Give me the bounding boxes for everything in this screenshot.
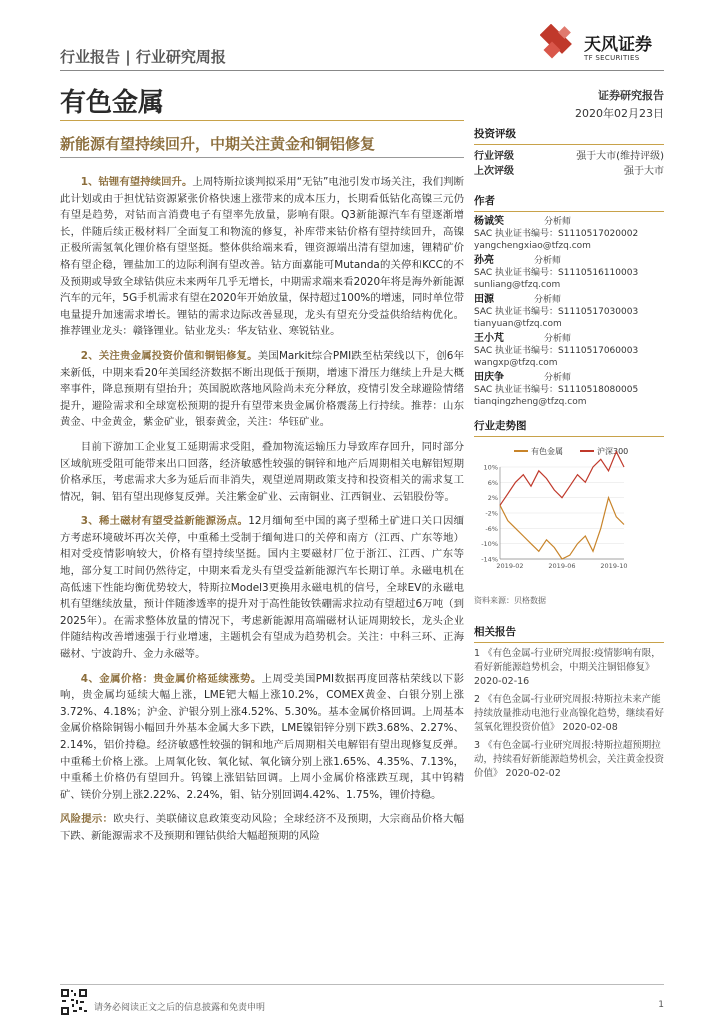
page-number: 1 xyxy=(658,1000,664,1010)
x-tick-label: 2019-02 xyxy=(496,562,524,570)
series-line xyxy=(500,452,624,506)
author-role: 分析师 xyxy=(544,373,572,383)
author-sac: SAC 执业证书编号：S1110517020002 xyxy=(474,229,639,239)
report-kind: 证券研究报告 xyxy=(598,89,664,102)
author-role: 分析师 xyxy=(534,295,562,305)
footer-disclaimer: 请务必阅读正文之后的信息披露和免责申明 xyxy=(94,1003,266,1013)
rating-value: 强于大市 xyxy=(624,166,664,177)
paragraph-lead: 4、金属价格：贵金属价格延续涨势。 xyxy=(80,672,262,685)
logo-name: 天风证券 xyxy=(584,35,652,55)
report-date: 2020年02月23日 xyxy=(575,107,664,120)
report-category: 行业报告 | 行业研究周报 xyxy=(60,48,226,66)
related-report-date: 2020-02-02 xyxy=(505,768,561,779)
sidebar xyxy=(474,124,664,785)
body-paragraph xyxy=(60,439,464,505)
author-email[interactable]: wangxp@tfzq.com xyxy=(474,358,558,368)
rating-section-title: 投资评级 xyxy=(474,124,664,145)
author-sac: SAC 执业证书编号：S1110516110003 xyxy=(474,268,639,278)
y-tick-label: 6% xyxy=(487,478,498,487)
rating-row xyxy=(474,149,664,164)
author-name: 孙亮 xyxy=(474,255,494,266)
body-paragraph xyxy=(60,174,464,340)
author-entry xyxy=(474,255,664,291)
y-tick-label: -2% xyxy=(485,509,498,518)
y-tick-label: 10% xyxy=(483,463,498,472)
legend-label: 有色金属 xyxy=(531,447,563,456)
related-section-title: 相关报告 xyxy=(474,622,664,643)
author-entry xyxy=(474,216,664,252)
related-report[interactable] xyxy=(474,739,664,781)
x-tick-label: 2019-06 xyxy=(548,562,576,570)
body-paragraph xyxy=(60,513,464,662)
body-paragraph xyxy=(60,348,464,431)
rating-row xyxy=(474,164,664,179)
rating-label: 上次评级 xyxy=(474,166,514,177)
author-role: 分析师 xyxy=(544,334,572,344)
author-email[interactable]: tianqingzheng@tfzq.com xyxy=(474,397,587,407)
author-role: 分析师 xyxy=(544,217,572,227)
author-name: 田庆争 xyxy=(474,372,504,383)
author-entry xyxy=(474,294,664,330)
body-paragraph xyxy=(60,671,464,804)
author-email[interactable]: yangchengxiao@tfzq.com xyxy=(474,241,591,251)
paragraph-text: 12月缅甸至中国的离子型稀土矿进口关口因缅方考虑环境破坏再次关停，中重稀土受制于缅甸进口的关停和南方（江西、广东等地）相对受疫情影响较大，价格有望持续坚挺。国内主要磁材厂位于浙江、江西、广东等地，部分复工时间仍然待定，中期来看龙头有望受益新能源汽车长期订单。永磁电机在高低速下性能均衡优势较大，特斯拉Model3更换用永磁电机的信号，全球EV的永磁电机有望继续放量，预计伴随渗透率的提升对于高性能钕铁硼需求拉动有望超过6万吨（到2025年）。在需求整体放量的情况下，考虑新能源用高端磁材认证周期较长，龙头企业伴随结构改善增速强于行业增速，主题机会有望成为趋势机会。关注：中科三环、正海磁材、宁波韵升、金力永磁等。 xyxy=(60,515,464,661)
related-report-title: 3 《有色金属-行业研究周报:特斯拉超预期拉动，持续看好新能源趋势机会，关注黄金投资价值》 xyxy=(474,740,665,779)
trend-section-title: 行业走势图 xyxy=(474,416,664,437)
author-name: 王小芃 xyxy=(474,333,504,344)
rating-value: 强于大市(维持评级) xyxy=(576,151,664,162)
related-report-title: 1 《有色金属-行业研究周报:疫情影响有限，看好新能源趋势机会，中期关注铜铝修复》 xyxy=(474,648,661,673)
paragraph-text: 上周特斯拉谈判拟采用“无钴”电池引发市场关注，我们判断此计划或由于担忧钴资源紧张价格快速上涨带来的成本压力，长期看低钴化高镍三元仍有望是趋势，对钴而言消费电子有望率先放量，影响有限。Q3新能源汽车有望逐渐增长，伴随后续正极材料厂全面复工和物流的修复，补库带来钴价格有望持续回升，高镍正极所需氢氧化锂价格有望坚挺。整体供给端来看，锂资源端出清有望加速，锂精矿价格有望企稳，锂盐加工的边际利润有望改善。钴方面嘉能可Mutanda的关停和KCC的不及预期或导致全球钴供应未来两年几乎无增长，中期需求端来看2020年将是海外新能源汽车的元年，5G手机需求有望在2020年开始放量，保持超过100%的增速，同时单位带电量提升加速需求增长。锂钴的需求边际改善显现，龙头有望充分受益供给结构优化。推荐锂业龙头：赣锋锂业。钴业龙头：华友钴业、寒锐钴业。 xyxy=(60,176,464,338)
paragraph-lead: 3、稀土磁材有望受益新能源汤点。 xyxy=(80,515,249,528)
paragraph-text: 上周受美国PMI数据再度回落枯荣线以下影响，贵金属均延续大幅上涨，LME钯大幅上涨10.2%，COMEX黄金、白银分别上涨3.72%、4.18%；沪金、沪银分别上涨4.52%、5.30%。基本金属价格回调。上周基本金属价格除铜锡小幅回升外基本金属大多下跌，LME镍铝锌分别下跌3.68%、2.27%、2.14%，铝价持稳。经济敏感性较强的铜和地产后周期相关电解铝有望出现修复反弹。中重稀土价格上涨。上周氧化钕、氧化铽、氧化镝分别上涨1.65%、4.35%、7.13%，中重稀土价格仍有望回升。钨镍上涨铝钴回调。上周小金属价格涨跌互现，其中钨精矿、镁价分别上涨2.22%、2.24%，钼、钴分别回调4.42%、1.75%，锂价持稳。 xyxy=(60,672,464,801)
author-sac: SAC 执业证书编号：S1110517060003 xyxy=(474,346,639,356)
author-role: 分析师 xyxy=(534,256,562,266)
qr-code-icon xyxy=(60,988,88,1016)
trend-chart xyxy=(474,441,664,591)
paragraph-lead: 1、钴锂有望持续回升。 xyxy=(80,176,193,188)
author-sac: SAC 执业证书编号：S1110517030003 xyxy=(474,307,639,317)
footer-divider xyxy=(60,984,664,985)
paragraph-text: 欧央行、美联储议息政策变动风险；全球经济不及预期，大宗商品价格大幅下跌、新能源需求不及预期和锂钴供给大幅超预期的风险 xyxy=(60,813,465,842)
y-tick-label: -10% xyxy=(481,540,498,549)
related-report[interactable] xyxy=(474,693,664,735)
related-report-date: 2020-02-16 xyxy=(474,676,530,687)
related-report-date: 2020-02-08 xyxy=(562,722,618,733)
author-name: 杨诚笑 xyxy=(474,216,504,227)
y-tick-label: -14% xyxy=(481,555,498,564)
author-entry xyxy=(474,372,664,408)
y-tick-label: -6% xyxy=(485,524,498,533)
paragraph-text: 目前下游加工企业复工延期需求受阻，叠加物流运输压力导致库存回升，同时部分区域航班受阻可能带来出口回落，经济敏感性较强的铜锌和地产后周期相关电解铝短期价格承压，考虑需求大多为延后而非消失，观望逆周期政策支持和投资相关的需求复工情况，铜、铝有望出现修复反弹。关注紫金矿业、云南铜业、江西铜业、云铝股份等。 xyxy=(60,440,464,503)
sector-title: 有色金属 xyxy=(60,88,165,118)
author-email[interactable]: tianyuan@tfzq.com xyxy=(474,319,562,329)
rating-label: 行业评级 xyxy=(474,151,514,162)
company-logo xyxy=(540,22,664,66)
author-sac: SAC 执业证书编号：S1110518080005 xyxy=(474,385,639,395)
trend-chart-svg xyxy=(474,441,664,591)
y-tick-label: 2% xyxy=(487,494,498,503)
chart-source: 资料来源：贝格数据 xyxy=(474,596,546,605)
author-name: 田源 xyxy=(474,294,494,305)
related-report[interactable] xyxy=(474,647,664,689)
author-entry xyxy=(474,333,664,369)
related-list xyxy=(474,647,664,781)
legend-label: 沪深300 xyxy=(597,447,629,456)
x-tick-label: 2019-10 xyxy=(600,562,628,570)
logo-mark-icon xyxy=(540,24,580,64)
paragraph-lead: 2、关注贵金属投资价值和铜铝修复。 xyxy=(80,349,258,362)
logo-english-name: TF SECURITIES xyxy=(584,54,640,62)
author-email[interactable]: sunliang@tfzq.com xyxy=(474,280,561,290)
risk-paragraph xyxy=(60,811,464,844)
authors-section-title: 作者 xyxy=(474,191,664,212)
paragraph-lead: 风险提示： xyxy=(60,813,114,826)
sector-divider xyxy=(60,120,464,121)
header-divider xyxy=(60,70,664,71)
author-list xyxy=(474,216,664,408)
paragraph-text: 美国Markit综合PMI跌至枯荣线以下，创6年来新低，中期来看20年美国经济数据不断出现低于预期，增速下滑压力继续上升是大概率事件，降息预期有望抬升；英国脱欧落地风险尚未充分释放，疫情引发全球避险情绪提升，避险需求和全球宽松预期的提升有望带来贵金属价格震荡上行持续。推荐：山东黄金、中金黄金，紫金矿业，银泰黄金，关注：华钰矿业。 xyxy=(60,349,464,429)
related-report-title: 2 《有色金属-行业研究周报:特斯拉未来产能持续放量推动电池行业高镍化趋势，继续看好氢氧化锂投资价值》 xyxy=(474,694,665,733)
report-body xyxy=(60,174,464,853)
report-title: 新能源有望持续回升，中期关注黄金和铜铝修复 xyxy=(60,135,376,153)
title-divider xyxy=(60,157,464,158)
